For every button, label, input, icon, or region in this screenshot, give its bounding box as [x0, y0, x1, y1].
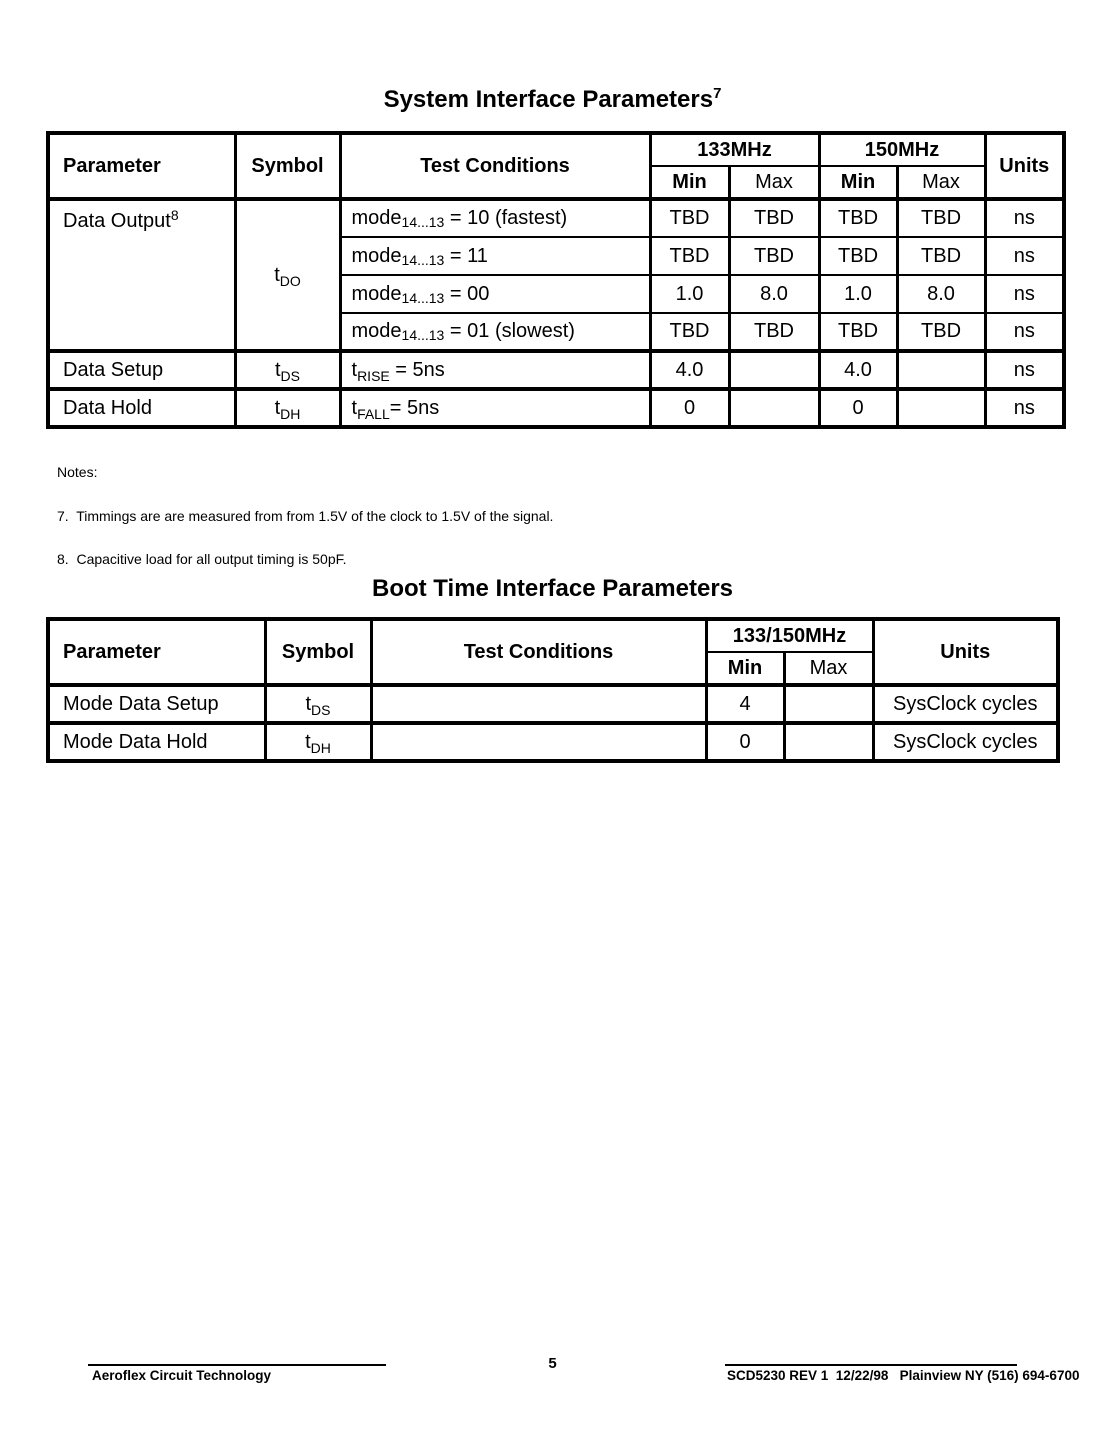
condition-rest: = 5ns	[389, 358, 445, 381]
condition-subscript: RISE	[357, 367, 390, 384]
condition-rest: = 01 (slowest)	[444, 320, 575, 342]
note-item-7: 7. Timmings are are measured from from 1.5V of the clock to 1.5V of the signal.	[57, 507, 554, 524]
condition-rest: = 00	[444, 282, 490, 305]
symbol-subscript: DH	[310, 739, 331, 756]
table-row	[48, 199, 1064, 237]
symbol-base: t	[274, 396, 281, 419]
page-title-text: Boot Time Interface Parameters	[371, 575, 734, 602]
condition-subscript: FALL	[357, 405, 390, 422]
header-symbol: Symbol	[265, 619, 371, 685]
cell-units: ns	[985, 389, 1064, 427]
symbol-base: t	[305, 730, 311, 753]
cell-min-150: 4.0	[819, 351, 897, 389]
header-min-150: Min	[819, 166, 897, 199]
cell-max-150: 8.0	[897, 275, 985, 313]
symbol-base: t	[274, 358, 281, 381]
footer-docinfo: SCD5230 REV 1 12/22/98 Plainview NY (516) 694-6700	[727, 1368, 1080, 1383]
cell-max-150	[897, 389, 985, 427]
cell-min-150: TBD	[819, 199, 897, 237]
condition-base: mode	[351, 207, 402, 229]
cell-max-150: TBD	[897, 199, 985, 237]
cell-parameter	[48, 199, 235, 351]
cell-max-133: TBD	[729, 237, 819, 275]
symbol-subscript: DO	[279, 272, 301, 289]
footer-rule-right	[725, 1364, 1017, 1366]
cell-symbol	[235, 199, 340, 351]
cell-test-condition	[340, 199, 650, 237]
page-title-text: System Interface Parameters	[383, 86, 714, 113]
cell-max-133	[729, 351, 819, 389]
cell-min-133: TBD	[650, 313, 729, 351]
header-max-150: Max	[897, 166, 985, 199]
table-row	[48, 389, 1064, 427]
condition-subscript: 14...13	[401, 289, 445, 306]
cell-symbol	[265, 723, 371, 761]
symbol-subscript: DS	[280, 367, 300, 384]
cell-max-150	[897, 351, 985, 389]
condition-base: mode	[351, 244, 402, 267]
condition-rest: = 5ns	[389, 396, 440, 419]
condition-rest: = 10 (fastest)	[444, 207, 568, 229]
title-superscript: 7	[713, 85, 722, 102]
header-max-133: Max	[729, 166, 819, 199]
cell-test-condition	[340, 351, 650, 389]
cell-min-133: 4.0	[650, 351, 729, 389]
header-test-conditions: Test Conditions	[340, 133, 650, 199]
cell-units: ns	[985, 237, 1064, 275]
cell-min-133: TBD	[650, 237, 729, 275]
condition-base: t	[351, 358, 358, 381]
cell-symbol	[235, 351, 340, 389]
cell-min-133: 1.0	[650, 275, 729, 313]
cell-min-150: TBD	[819, 237, 897, 275]
header-parameter: Parameter	[48, 619, 265, 685]
cell-min-133: TBD	[650, 199, 729, 237]
note-item-8: 8. Capacitive load for all output timing is 50pF.	[57, 551, 347, 567]
cell-max	[784, 723, 873, 761]
cell-min: 4	[706, 685, 784, 723]
cell-test-condition	[371, 723, 706, 761]
table-row	[48, 685, 1058, 723]
page-title-system-interface	[0, 86, 1105, 114]
cell-max-150: TBD	[897, 313, 985, 351]
cell-parameter: Mode Data Hold	[48, 723, 265, 761]
cell-max	[784, 685, 873, 723]
symbol-subscript: DH	[280, 405, 301, 422]
cell-symbol	[265, 685, 371, 723]
cell-units: ns	[985, 275, 1064, 313]
parameter-superscript: 8	[170, 207, 179, 223]
notes-label: Notes:	[57, 464, 98, 480]
header-parameter: Parameter	[48, 133, 235, 199]
footer-company: Aeroflex Circuit Technology	[92, 1368, 272, 1383]
cell-test-condition	[371, 685, 706, 723]
condition-base: t	[351, 396, 358, 419]
symbol-subscript: DS	[311, 701, 331, 718]
system-interface-table	[46, 131, 1066, 429]
cell-min-150: 1.0	[819, 275, 897, 313]
cell-parameter: Data Hold	[48, 389, 235, 427]
page-title-boot-time	[0, 575, 1105, 603]
condition-rest: = 11	[444, 244, 488, 267]
cell-max-150: TBD	[897, 237, 985, 275]
condition-subscript: 14...13	[401, 327, 445, 343]
header-test-conditions: Test Conditions	[371, 619, 706, 685]
header-symbol: Symbol	[235, 133, 340, 199]
page-number: 5	[548, 1355, 557, 1372]
symbol-base: t	[305, 692, 312, 715]
header-133mhz: 133MHz	[650, 133, 819, 166]
cell-min: 0	[706, 723, 784, 761]
header-min: Min	[706, 652, 784, 685]
table-row	[48, 351, 1064, 389]
cell-min-133: 0	[650, 389, 729, 427]
cell-max-133	[729, 389, 819, 427]
table-row	[48, 723, 1058, 761]
cell-test-condition	[340, 389, 650, 427]
condition-subscript: 14...13	[401, 214, 445, 230]
condition-base: mode	[351, 320, 402, 342]
header-133-150mhz: 133/150MHz	[706, 619, 873, 652]
cell-test-condition	[340, 275, 650, 313]
cell-units: SysClock cycles	[873, 723, 1058, 761]
cell-test-condition	[340, 237, 650, 275]
parameter-label: Data Output	[63, 210, 171, 232]
header-max: Max	[784, 652, 873, 685]
cell-units: SysClock cycles	[873, 685, 1058, 723]
cell-max-133: 8.0	[729, 275, 819, 313]
cell-symbol	[235, 389, 340, 427]
condition-base: mode	[351, 282, 402, 305]
notes	[57, 436, 553, 581]
cell-units: ns	[985, 351, 1064, 389]
cell-units: ns	[985, 199, 1064, 237]
cell-test-condition	[340, 313, 650, 351]
header-min-133: Min	[650, 166, 729, 199]
cell-max-133: TBD	[729, 199, 819, 237]
header-150mhz: 150MHz	[819, 133, 985, 166]
cell-parameter: Data Setup	[48, 351, 235, 389]
header-units: Units	[985, 133, 1064, 199]
cell-parameter: Mode Data Setup	[48, 685, 265, 723]
condition-subscript: 14...13	[401, 251, 445, 268]
header-units: Units	[873, 619, 1058, 685]
cell-max-133: TBD	[729, 313, 819, 351]
cell-units: ns	[985, 313, 1064, 351]
boot-time-table	[46, 617, 1060, 763]
cell-min-150: TBD	[819, 313, 897, 351]
symbol-base: t	[274, 263, 280, 286]
cell-min-150: 0	[819, 389, 897, 427]
